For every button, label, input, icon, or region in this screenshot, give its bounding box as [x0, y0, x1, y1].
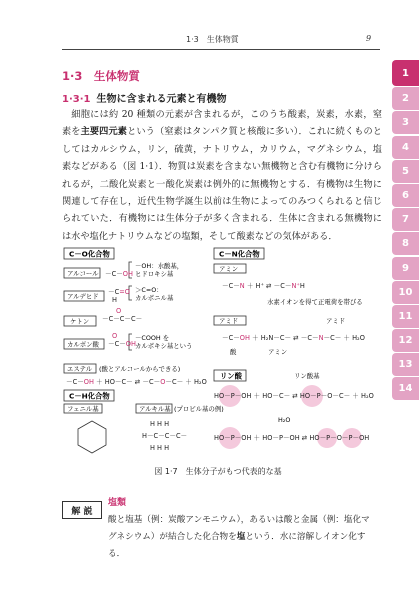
carboxylic-label: カルボン酸: [67, 340, 99, 349]
ester-note: (酸とアルコールからできる): [99, 365, 181, 373]
amine-note: 水素イオンを得て正電荷を帯びる: [267, 298, 363, 306]
phosphate-reaction-2: HO－P－OH ＋ HO－P－OH ⇄ HO－P－O－P－OH: [214, 434, 370, 442]
header-rule: [62, 49, 380, 50]
phosphate-reaction-1: HO－P－OH ＋ HO－C－ ⇄ HO－P－O－C－ ＋ H₂O: [214, 392, 374, 400]
chapter-tab-4[interactable]: 4: [392, 136, 419, 159]
phenyl-label: フェニル基: [67, 405, 99, 413]
carboxy-desc-1: －COOH を: [135, 334, 170, 342]
page-number: 9: [366, 34, 372, 43]
subsection-heading: [62, 90, 226, 105]
co-title: C－O化合物: [69, 249, 110, 259]
note-text-1: 酸と塩基（例：炭酸アンモニウム），あるいは酸と金属（例：塩化マグネ: [108, 515, 370, 542]
chapter-tab-2[interactable]: 2: [392, 87, 419, 110]
benzene-ring: [78, 421, 106, 453]
cn-title: C－N化合物: [219, 249, 260, 259]
chapter-tab-11[interactable]: 11: [392, 305, 419, 328]
note-key-term: 塩: [236, 532, 246, 542]
figure-caption: 図 1·7 生体分子がもつ代表的な基: [154, 467, 282, 476]
alcohol-desc-1: －OH：水酸基，: [135, 262, 184, 270]
ester-label: エステル: [67, 365, 93, 373]
ketone-structure: －C－C－C－: [102, 315, 143, 323]
amine-label: アミン: [219, 265, 239, 273]
phosphate-top-label: リン酸基: [294, 372, 320, 380]
carboxylic-structure: －C－OH: [108, 340, 136, 348]
functional-groups-figure: [62, 246, 374, 460]
subsection-title: 生物に含まれる元素と有機物: [96, 94, 227, 105]
header-section: 1·3 生体物質: [186, 35, 239, 44]
aldehyde-label: アルデヒド: [67, 292, 99, 301]
carbonyl-desc-1: ＞C=O：: [135, 286, 163, 294]
note-text-2: シウム）が結合した化合物を: [125, 532, 237, 542]
propyl-bottom-h: H H H: [150, 444, 170, 452]
alkyl-label: アルキル基: [139, 405, 171, 413]
amide-top-label: アミド: [326, 317, 346, 325]
acid-label: 酸: [230, 348, 237, 356]
carbonyl-desc-2: カルボニル基: [135, 294, 174, 302]
ketone-label: ケトン: [70, 317, 90, 326]
chapter-tabs: [392, 60, 419, 402]
carboxylic-o: O: [112, 332, 118, 340]
chapter-tab-10[interactable]: 10: [392, 281, 419, 304]
p-title: リン酸: [220, 371, 242, 381]
note-text-3: という．水に溶解しイオン化する．: [108, 532, 366, 559]
alkyl-example: (プロピル基の例): [174, 405, 224, 413]
alcohol-label: アルコール: [67, 269, 99, 278]
carboxy-desc-2: カルボキシ基という: [135, 342, 193, 350]
chapter-tab-1[interactable]: 1: [392, 60, 419, 86]
water-label: H₂O: [278, 416, 291, 424]
section-heading: 1·3 生体物質: [62, 69, 140, 83]
note-text: [108, 512, 374, 563]
amide-label: アミド: [219, 317, 239, 325]
body-text: [62, 106, 382, 245]
alcohol-desc-2: ヒドロキシ基: [135, 270, 174, 278]
aldehyde-structure: －C=O: [108, 288, 130, 296]
chapter-tab-9[interactable]: 9: [392, 257, 419, 280]
subsection-number: 1·3·1: [62, 94, 91, 105]
ch-title: C－H化合物: [69, 391, 110, 401]
amine-sub-label: アミン: [268, 348, 288, 356]
propyl-structure: H－C－C－C－: [142, 432, 188, 440]
amide-reaction: －C－OH ＋ H₂N－C－ ⇄ －C－N－C－ ＋ H₂O: [222, 334, 365, 342]
chapter-tab-6[interactable]: 6: [392, 184, 419, 207]
chapter-tab-8[interactable]: 8: [392, 232, 419, 255]
amine-reaction: －C－N ＋ H⁺ ⇄ －C－N⁺H: [222, 282, 305, 290]
chapter-tab-7[interactable]: 7: [392, 208, 419, 231]
note-title: 塩類: [108, 498, 127, 508]
running-header: [0, 34, 419, 46]
key-term: 主要四元素: [80, 126, 128, 138]
ester-reaction: －C－OH ＋ HO－C－ ⇄ －C－O－C－ ＋ H₂O: [66, 378, 207, 386]
chapter-tab-12[interactable]: 12: [392, 329, 419, 352]
chapter-tab-14[interactable]: 14: [392, 377, 419, 400]
aldehyde-h: H: [112, 296, 117, 304]
chapter-tab-5[interactable]: 5: [392, 160, 419, 183]
chapter-tab-3[interactable]: 3: [392, 111, 419, 134]
body-text-1: 細胞には約 20 種類の元素が含まれるが，このうち酸素，炭素，水素，窒素を: [62, 109, 382, 138]
propyl-top-h: H H H: [150, 420, 170, 428]
ketone-o: O: [116, 307, 122, 315]
alcohol-structure: －C－OH: [105, 270, 133, 278]
chapter-tab-13[interactable]: 13: [392, 353, 419, 376]
note-label: 解 説: [62, 501, 102, 519]
body-text-2: という（窒素はタンパク質と核酸に多い）．これに続くものとしてはカルシウム，リン，硫黄，ナトリウム，カリウム，マグネシウム，塩素などがある（図 1·1）．物質は炭素を含まない無機物と含む有機物に分けられるが，二酸化炭素と一酸化炭素は例外的に無機物とする．有機物は生物に関連して存在し，近代生物学誕生以前は生物によってのみつくられると信じられていた．有機物には生体分子が多く含まれる．生体に含まれる無機物には水や塩化ナトリウムなどの塩類，そして酸素などの気体がある．: [62, 126, 382, 242]
